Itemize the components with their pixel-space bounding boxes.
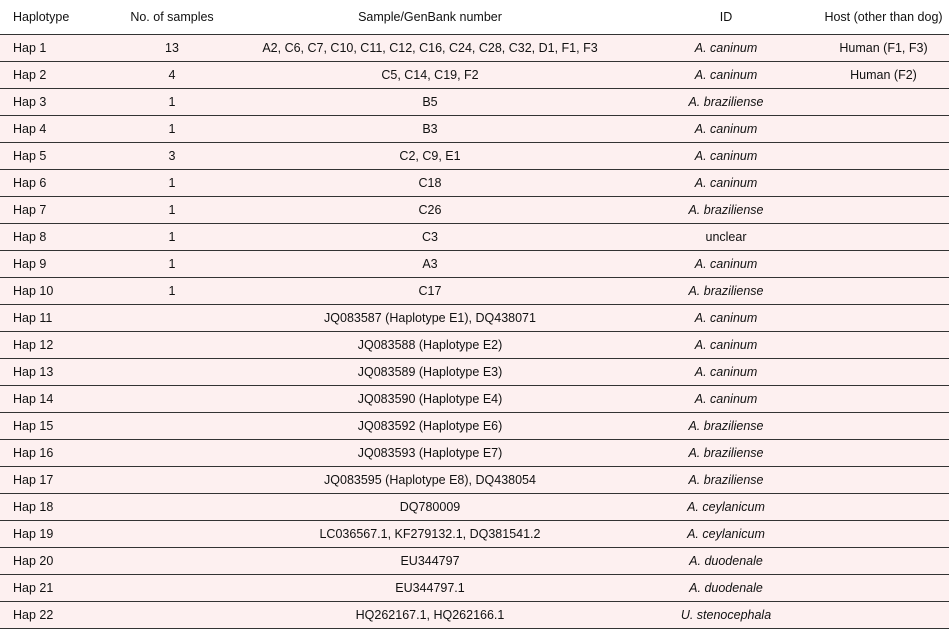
cell-haplotype: Hap 1 (0, 35, 118, 62)
cell-num-samples: 1 (118, 89, 226, 116)
cell-num-samples (118, 521, 226, 548)
table-row (0, 359, 949, 386)
cell-haplotype: Hap 10 (0, 278, 118, 305)
cell-sample-genbank: JQ083592 (Haplotype E6) (226, 413, 634, 440)
cell-id: A. braziliense (634, 440, 818, 467)
cell-sample-genbank: C26 (226, 197, 634, 224)
header-sample-genbank: Sample/GenBank number (226, 0, 634, 35)
table-row (0, 305, 949, 332)
cell-id: A. braziliense (634, 89, 818, 116)
cell-host (818, 602, 949, 629)
cell-haplotype: Hap 9 (0, 251, 118, 278)
cell-sample-genbank: EU344797.1 (226, 575, 634, 602)
cell-host (818, 440, 949, 467)
cell-id: A. duodenale (634, 575, 818, 602)
cell-id: A. caninum (634, 305, 818, 332)
cell-haplotype: Hap 15 (0, 413, 118, 440)
cell-host (818, 251, 949, 278)
cell-num-samples (118, 359, 226, 386)
cell-sample-genbank: DQ780009 (226, 494, 634, 521)
cell-id: unclear (634, 224, 818, 251)
table-row (0, 116, 949, 143)
cell-id: A. caninum (634, 170, 818, 197)
table-row (0, 602, 949, 629)
table-row (0, 494, 949, 521)
cell-sample-genbank: B3 (226, 116, 634, 143)
cell-haplotype: Hap 11 (0, 305, 118, 332)
cell-id: A. caninum (634, 35, 818, 62)
header-host: Host (other than dog) (818, 0, 949, 35)
cell-haplotype: Hap 17 (0, 467, 118, 494)
cell-id: A. caninum (634, 332, 818, 359)
cell-num-samples: 1 (118, 251, 226, 278)
table-row (0, 548, 949, 575)
cell-sample-genbank: C2, C9, E1 (226, 143, 634, 170)
cell-host (818, 197, 949, 224)
cell-host (818, 521, 949, 548)
cell-haplotype: Hap 6 (0, 170, 118, 197)
cell-host: Human (F2) (818, 62, 949, 89)
cell-id: A. caninum (634, 386, 818, 413)
cell-num-samples (118, 467, 226, 494)
table-row (0, 467, 949, 494)
table-row (0, 278, 949, 305)
cell-host: Human (F1, F3) (818, 35, 949, 62)
cell-host (818, 224, 949, 251)
cell-haplotype: Hap 4 (0, 116, 118, 143)
cell-num-samples (118, 548, 226, 575)
cell-host (818, 575, 949, 602)
header-haplotype: Haplotype (0, 0, 118, 35)
table-row (0, 521, 949, 548)
cell-sample-genbank: JQ083595 (Haplotype E8), DQ438054 (226, 467, 634, 494)
cell-host (818, 386, 949, 413)
cell-haplotype: Hap 5 (0, 143, 118, 170)
cell-id: A. ceylanicum (634, 494, 818, 521)
cell-host (818, 548, 949, 575)
table-row (0, 35, 949, 62)
cell-haplotype: Hap 19 (0, 521, 118, 548)
cell-id: A. braziliense (634, 197, 818, 224)
cell-haplotype: Hap 14 (0, 386, 118, 413)
cell-sample-genbank: JQ083593 (Haplotype E7) (226, 440, 634, 467)
cell-haplotype: Hap 22 (0, 602, 118, 629)
table-row (0, 170, 949, 197)
cell-num-samples (118, 602, 226, 629)
cell-haplotype: Hap 18 (0, 494, 118, 521)
cell-haplotype: Hap 2 (0, 62, 118, 89)
cell-num-samples (118, 386, 226, 413)
cell-num-samples (118, 494, 226, 521)
cell-id: A. caninum (634, 62, 818, 89)
table-row (0, 62, 949, 89)
cell-host (818, 413, 949, 440)
table-body (0, 35, 949, 629)
cell-sample-genbank: JQ083587 (Haplotype E1), DQ438071 (226, 305, 634, 332)
cell-id: A. caninum (634, 116, 818, 143)
cell-sample-genbank: A2, C6, C7, C10, C11, C12, C16, C24, C28, C32, D1, F1, F3 (226, 35, 634, 62)
cell-host (818, 143, 949, 170)
cell-host (818, 332, 949, 359)
table-row (0, 143, 949, 170)
cell-id: A. braziliense (634, 413, 818, 440)
cell-haplotype: Hap 16 (0, 440, 118, 467)
cell-id: A. braziliense (634, 467, 818, 494)
cell-sample-genbank: C3 (226, 224, 634, 251)
cell-num-samples (118, 575, 226, 602)
table-row (0, 89, 949, 116)
cell-num-samples: 4 (118, 62, 226, 89)
cell-num-samples (118, 332, 226, 359)
cell-sample-genbank: LC036567.1, KF279132.1, DQ381541.2 (226, 521, 634, 548)
cell-haplotype: Hap 8 (0, 224, 118, 251)
cell-num-samples: 1 (118, 197, 226, 224)
header-id: ID (634, 0, 818, 35)
cell-sample-genbank: EU344797 (226, 548, 634, 575)
table-row (0, 413, 949, 440)
table-row (0, 386, 949, 413)
cell-sample-genbank: JQ083589 (Haplotype E3) (226, 359, 634, 386)
cell-host (818, 359, 949, 386)
cell-id: A. ceylanicum (634, 521, 818, 548)
cell-haplotype: Hap 13 (0, 359, 118, 386)
table-row (0, 197, 949, 224)
cell-sample-genbank: C17 (226, 278, 634, 305)
cell-num-samples: 1 (118, 224, 226, 251)
cell-id: A. caninum (634, 143, 818, 170)
table-header-row (0, 0, 949, 35)
cell-id: U. stenocephala (634, 602, 818, 629)
cell-sample-genbank: C18 (226, 170, 634, 197)
cell-haplotype: Hap 20 (0, 548, 118, 575)
cell-host (818, 305, 949, 332)
cell-sample-genbank: B5 (226, 89, 634, 116)
cell-id: A. caninum (634, 251, 818, 278)
cell-id: A. braziliense (634, 278, 818, 305)
cell-haplotype: Hap 21 (0, 575, 118, 602)
cell-sample-genbank: C5, C14, C19, F2 (226, 62, 634, 89)
cell-num-samples (118, 440, 226, 467)
cell-id: A. caninum (634, 359, 818, 386)
table-row (0, 440, 949, 467)
cell-host (818, 467, 949, 494)
cell-host (818, 494, 949, 521)
cell-sample-genbank: A3 (226, 251, 634, 278)
table-row (0, 224, 949, 251)
cell-sample-genbank: HQ262167.1, HQ262166.1 (226, 602, 634, 629)
cell-haplotype: Hap 12 (0, 332, 118, 359)
cell-num-samples: 1 (118, 170, 226, 197)
cell-num-samples (118, 413, 226, 440)
cell-host (818, 89, 949, 116)
cell-num-samples: 3 (118, 143, 226, 170)
cell-host (818, 278, 949, 305)
cell-host (818, 170, 949, 197)
cell-host (818, 116, 949, 143)
cell-haplotype: Hap 7 (0, 197, 118, 224)
cell-num-samples: 1 (118, 116, 226, 143)
cell-num-samples (118, 305, 226, 332)
cell-sample-genbank: JQ083588 (Haplotype E2) (226, 332, 634, 359)
cell-num-samples: 1 (118, 278, 226, 305)
cell-num-samples: 13 (118, 35, 226, 62)
table-row (0, 251, 949, 278)
cell-haplotype: Hap 3 (0, 89, 118, 116)
table-row (0, 575, 949, 602)
cell-id: A. duodenale (634, 548, 818, 575)
header-num-samples: No. of samples (118, 0, 226, 35)
cell-sample-genbank: JQ083590 (Haplotype E4) (226, 386, 634, 413)
table-row (0, 332, 949, 359)
